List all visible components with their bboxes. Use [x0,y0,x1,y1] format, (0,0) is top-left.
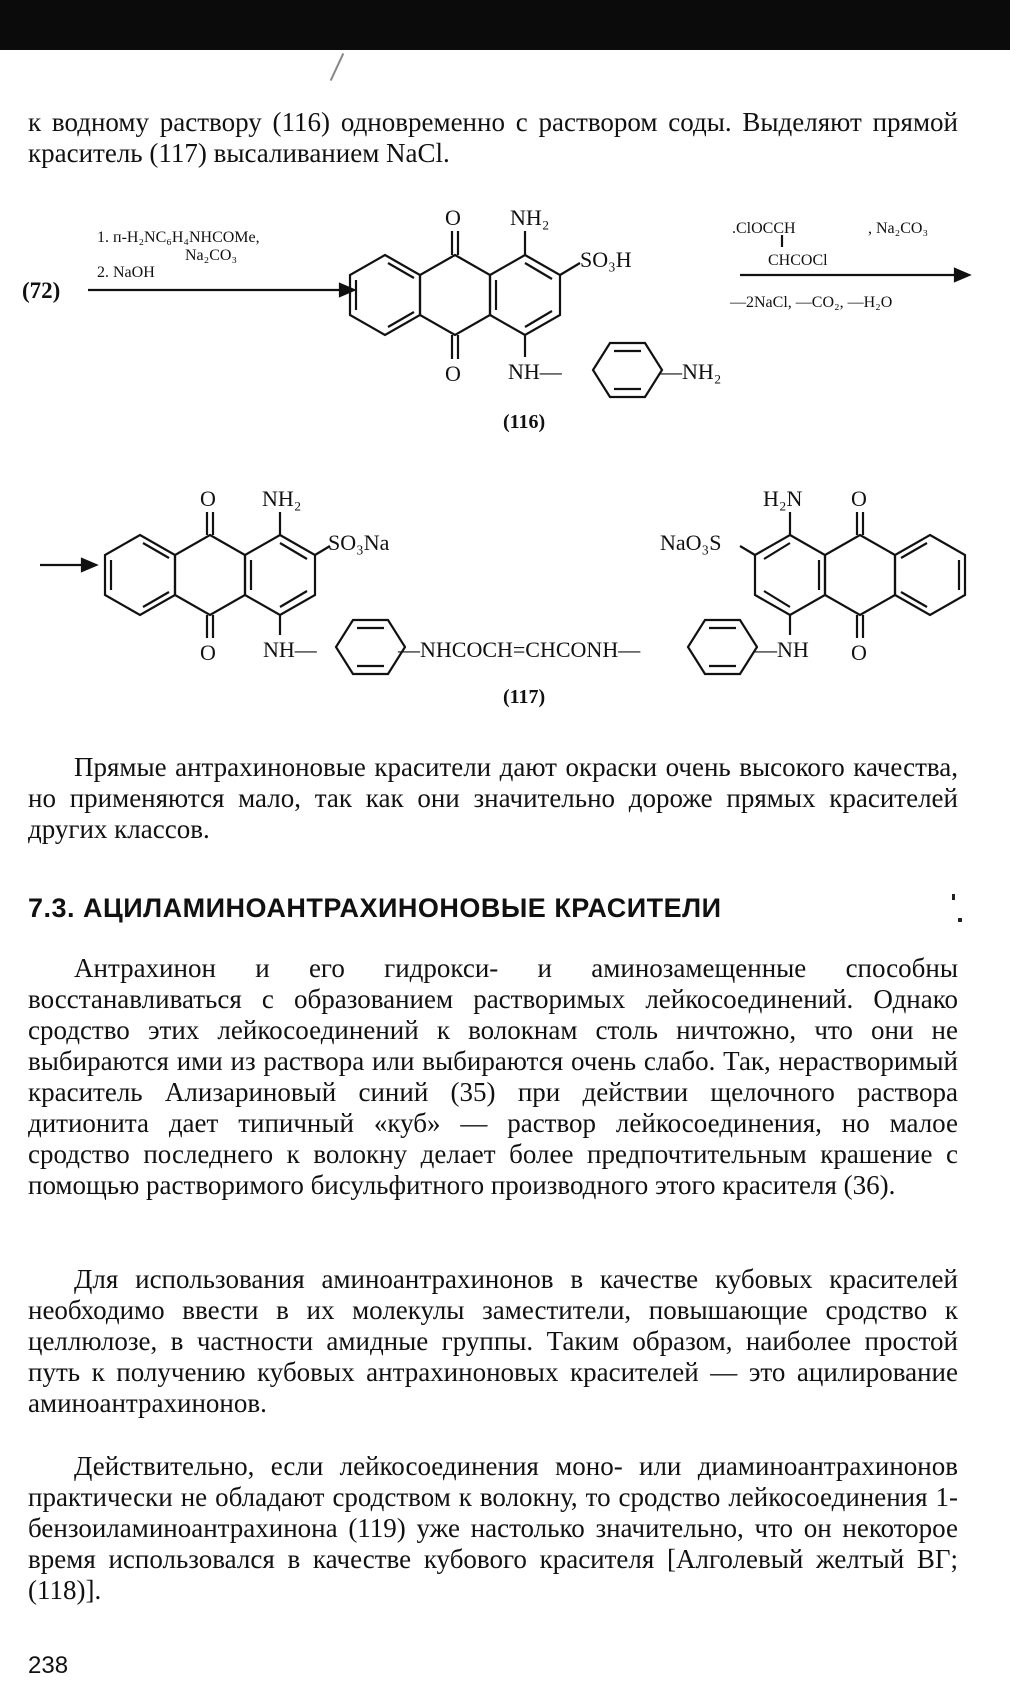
scan-top-border [0,0,1010,50]
reagent-na2co3: Na₂CO₃ [185,247,238,264]
scan-speck [330,53,344,81]
imino-bridge: NH— [508,359,562,384]
sulfo-group: SO₃H [580,247,632,272]
reaction-scheme-117 [0,470,1010,720]
right-amino-group: H₂N [763,486,803,511]
right-reagent-chloride-b: CHCOCl [768,252,828,269]
right-imino-bridge: —NH [755,637,809,662]
reagent-step-2: 2. NaOH [97,264,155,281]
byproducts: —2NaCl, —CO₂, —H₂O [730,294,893,311]
start-compound-label: (72) [22,278,61,303]
right-sulfonate: NaO₃S [660,530,722,555]
scan-speck [952,894,955,900]
carbonyl-o-top: O [445,205,461,230]
amino-group-top: NH₂ [510,205,550,230]
left-imino-bridge: NH— [263,637,317,662]
left-carbonyl-o-top: O [200,486,216,511]
right-reagent-chloride: .ClOCCH [732,220,796,237]
compound-label-117: (117) [503,686,546,708]
compound-label-116: (116) [503,411,546,433]
body-paragraph-2: Для использования аминоантрахинонов в качестве кубовых красителей необходимо ввести в их молекулы заместители, повышающие сродство к целлюлозе, в частности амидные группы. Таким образом, наиболее простой путь к получению кубовых антрахиноновых красителей — это ацилирование аминоантрахинонов. [28,1264,958,1418]
carbonyl-o-bottom: O [445,361,461,386]
left-sulfonate: SO₃Na [328,530,390,555]
direct-dyes-paragraph: Прямые антрахиноновые красители дают окраски очень высокого качества, но применяются мало, так как они значительно дороже прямых красителей других классов. [28,752,958,844]
reaction-scheme-116 [0,195,1010,445]
left-amino-group: NH₂ [262,486,302,511]
right-reagent-soda: , Na₂CO₃ [868,220,929,237]
amide-bridge: —NHCOCH=CHCONH— [398,637,641,662]
body-paragraph-3: Действительно, если лейкосоединения моно- или диаминоантрахинонов практически не обладают сродством к волокну, то сродство лейкосоединения 1-бензоиламиноантрахинона (119) уже настолько значительно, что он некоторое время использовался в качестве кубового красителя [Алголевый желтый ВГ; (118)]. [28,1451,958,1605]
right-carbonyl-o-bottom: O [851,640,867,665]
amino-group-right: —NH₂ [660,359,722,384]
body-paragraph-1: Антрахинон и его гидрокси- и аминозамещенные способны восстанавливаться с образованием растворимых лейкосоединений. Однако сродство этих лейкосоединений к волокнам столь ничтожно, что они не выбираются ими из раствора или выбираются очень слабо. Так, нерастворимый краситель Ализариновый синий (35) при действии щелочного раствора дитионита дает типичный «куб» — раствор лейкосоединения, но малое сродство последнего к волокну делает более предпочтительным крашение с помощью растворимого бисульфитного производного этого красителя (36). [28,953,958,1200]
left-carbonyl-o-bottom: O [200,640,216,665]
scan-speck [958,918,962,922]
right-carbonyl-o-top: O [851,486,867,511]
intro-paragraph: к водному раствору (116) одновременно с раствором соды. Выделяют прямой краситель (117) высаливанием NaCl. [28,107,958,168]
reagent-step-1: 1. п-H₂NC₆H₄NHCOMe, [97,229,260,246]
page-number: 238 [28,1652,69,1679]
section-title: 7.3. АЦИЛАМИНОАНТРАХИНОНОВЫЕ КРАСИТЕЛИ [28,893,722,923]
